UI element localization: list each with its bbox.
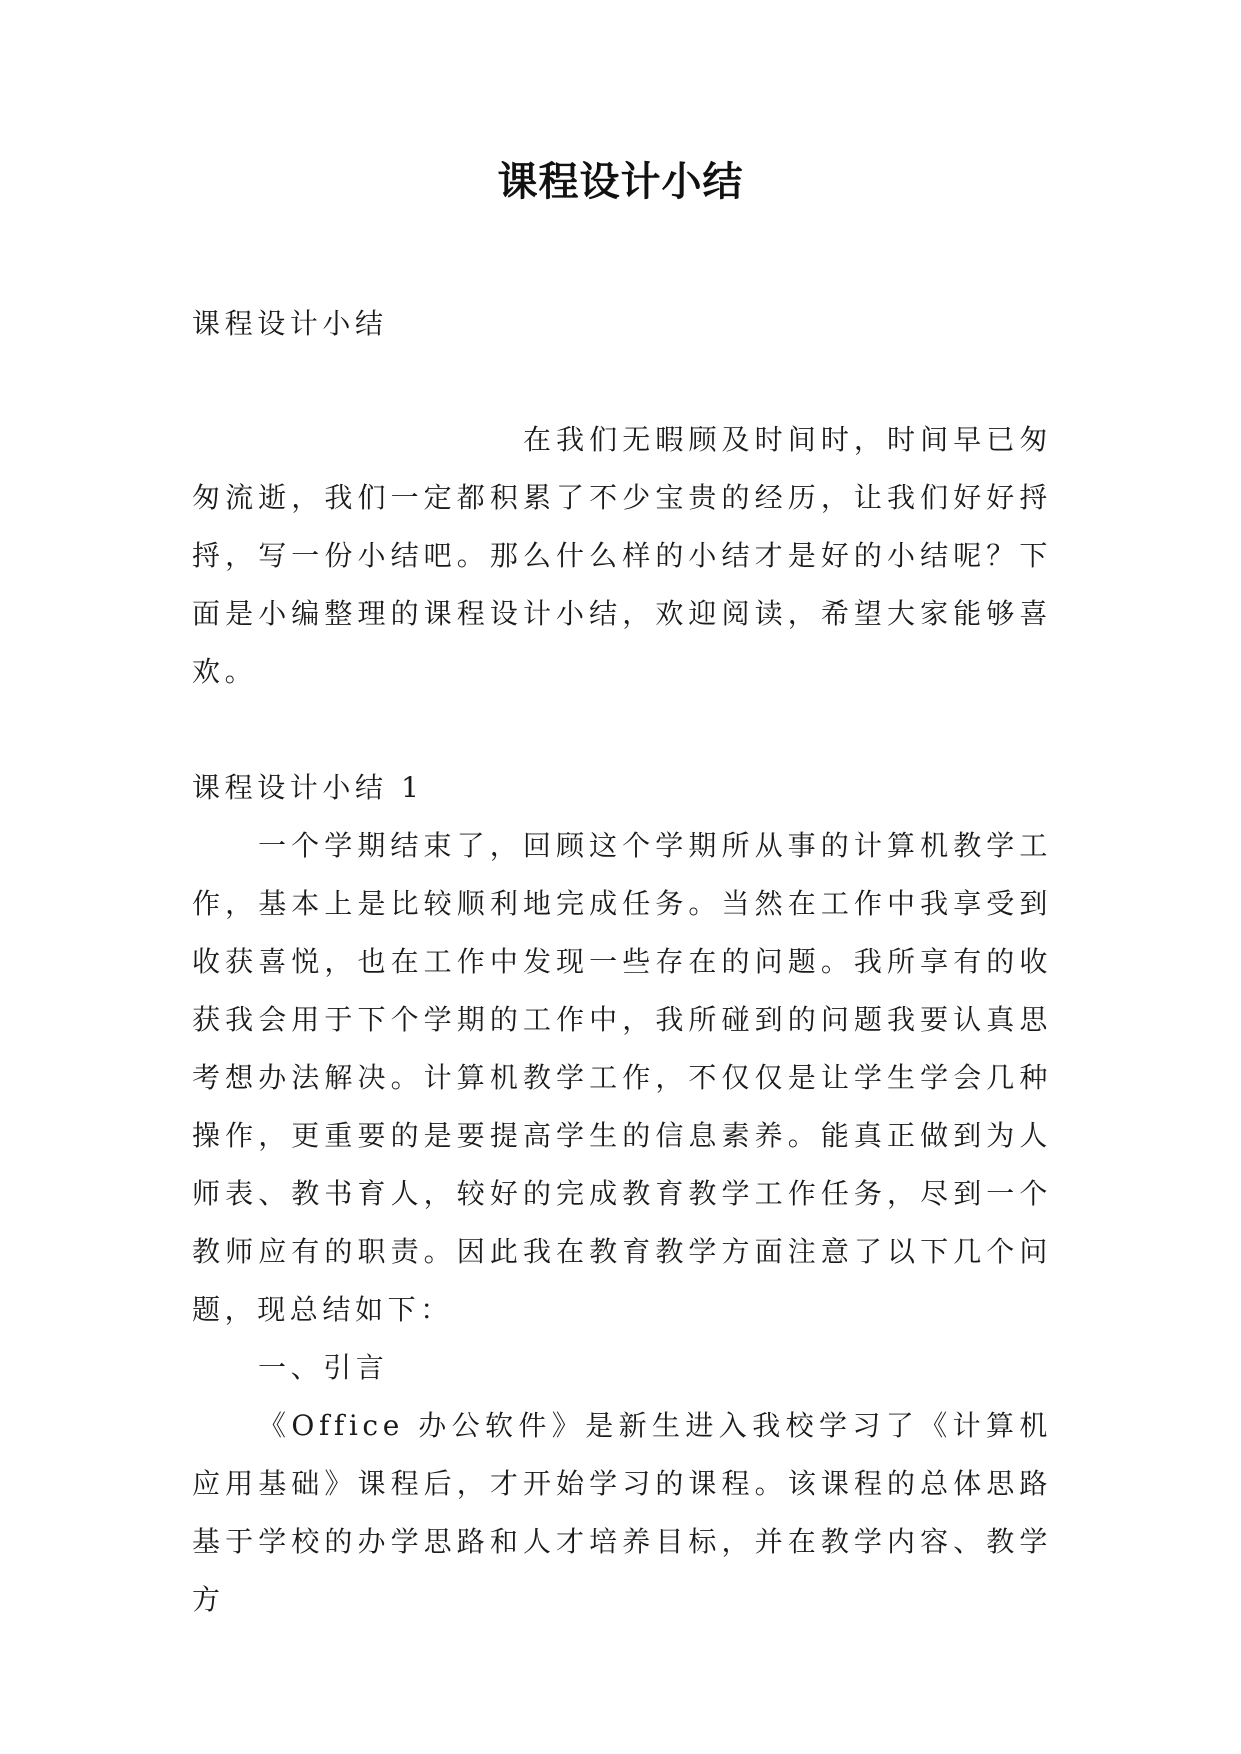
section-heading: 课程设计小结 1 [192, 771, 424, 804]
document-subtitle: 课程设计小结 [192, 307, 388, 340]
document-title: 课程设计小结 [497, 158, 744, 205]
body-paragraph: 一个学期结束了，回顾这个学期所从事的计算机教学工作，基本上是比较顺利地完成任务。当然在工作中我享受到收获喜悦，也在工作中发现一些存在的问题。我所享有的收获我会用于下个学期的工作中，我所碰到的问题我要认真思考想办法解决。计算机教学工作，不仅仅是让学生学会几种操作，更重要的是要提高学生的信息素养。能真正做到为人师表、教书育人，较好的完成教育教学工作任务，尽到一个教师应有的职责。因此我在教育教学方面注意了以下几个问题，现总结如下： [192, 829, 1052, 1326]
body-paragraph: 《Office 办公软件》是新生进入我校学习了《计算机应用基础》课程后，才开始学习的课程。该课程的总体思路基于学校的办学思路和人才培养目标，并在教学内容、教学方 [192, 1409, 1052, 1616]
intro-paragraph: 在我们无暇顾及时间时，时间早已匆匆流逝，我们一定都积累了不少宝贵的经历，让我们好好捋捋，写一份小结吧。那么什么样的小结才是好的小结呢？下面是小编整理的课程设计小结，欢迎阅读，希望大家能够喜欢。 [192, 423, 1052, 688]
document-body [192, 295, 1052, 1629]
subsection-heading: 一、引言 [258, 1351, 389, 1384]
